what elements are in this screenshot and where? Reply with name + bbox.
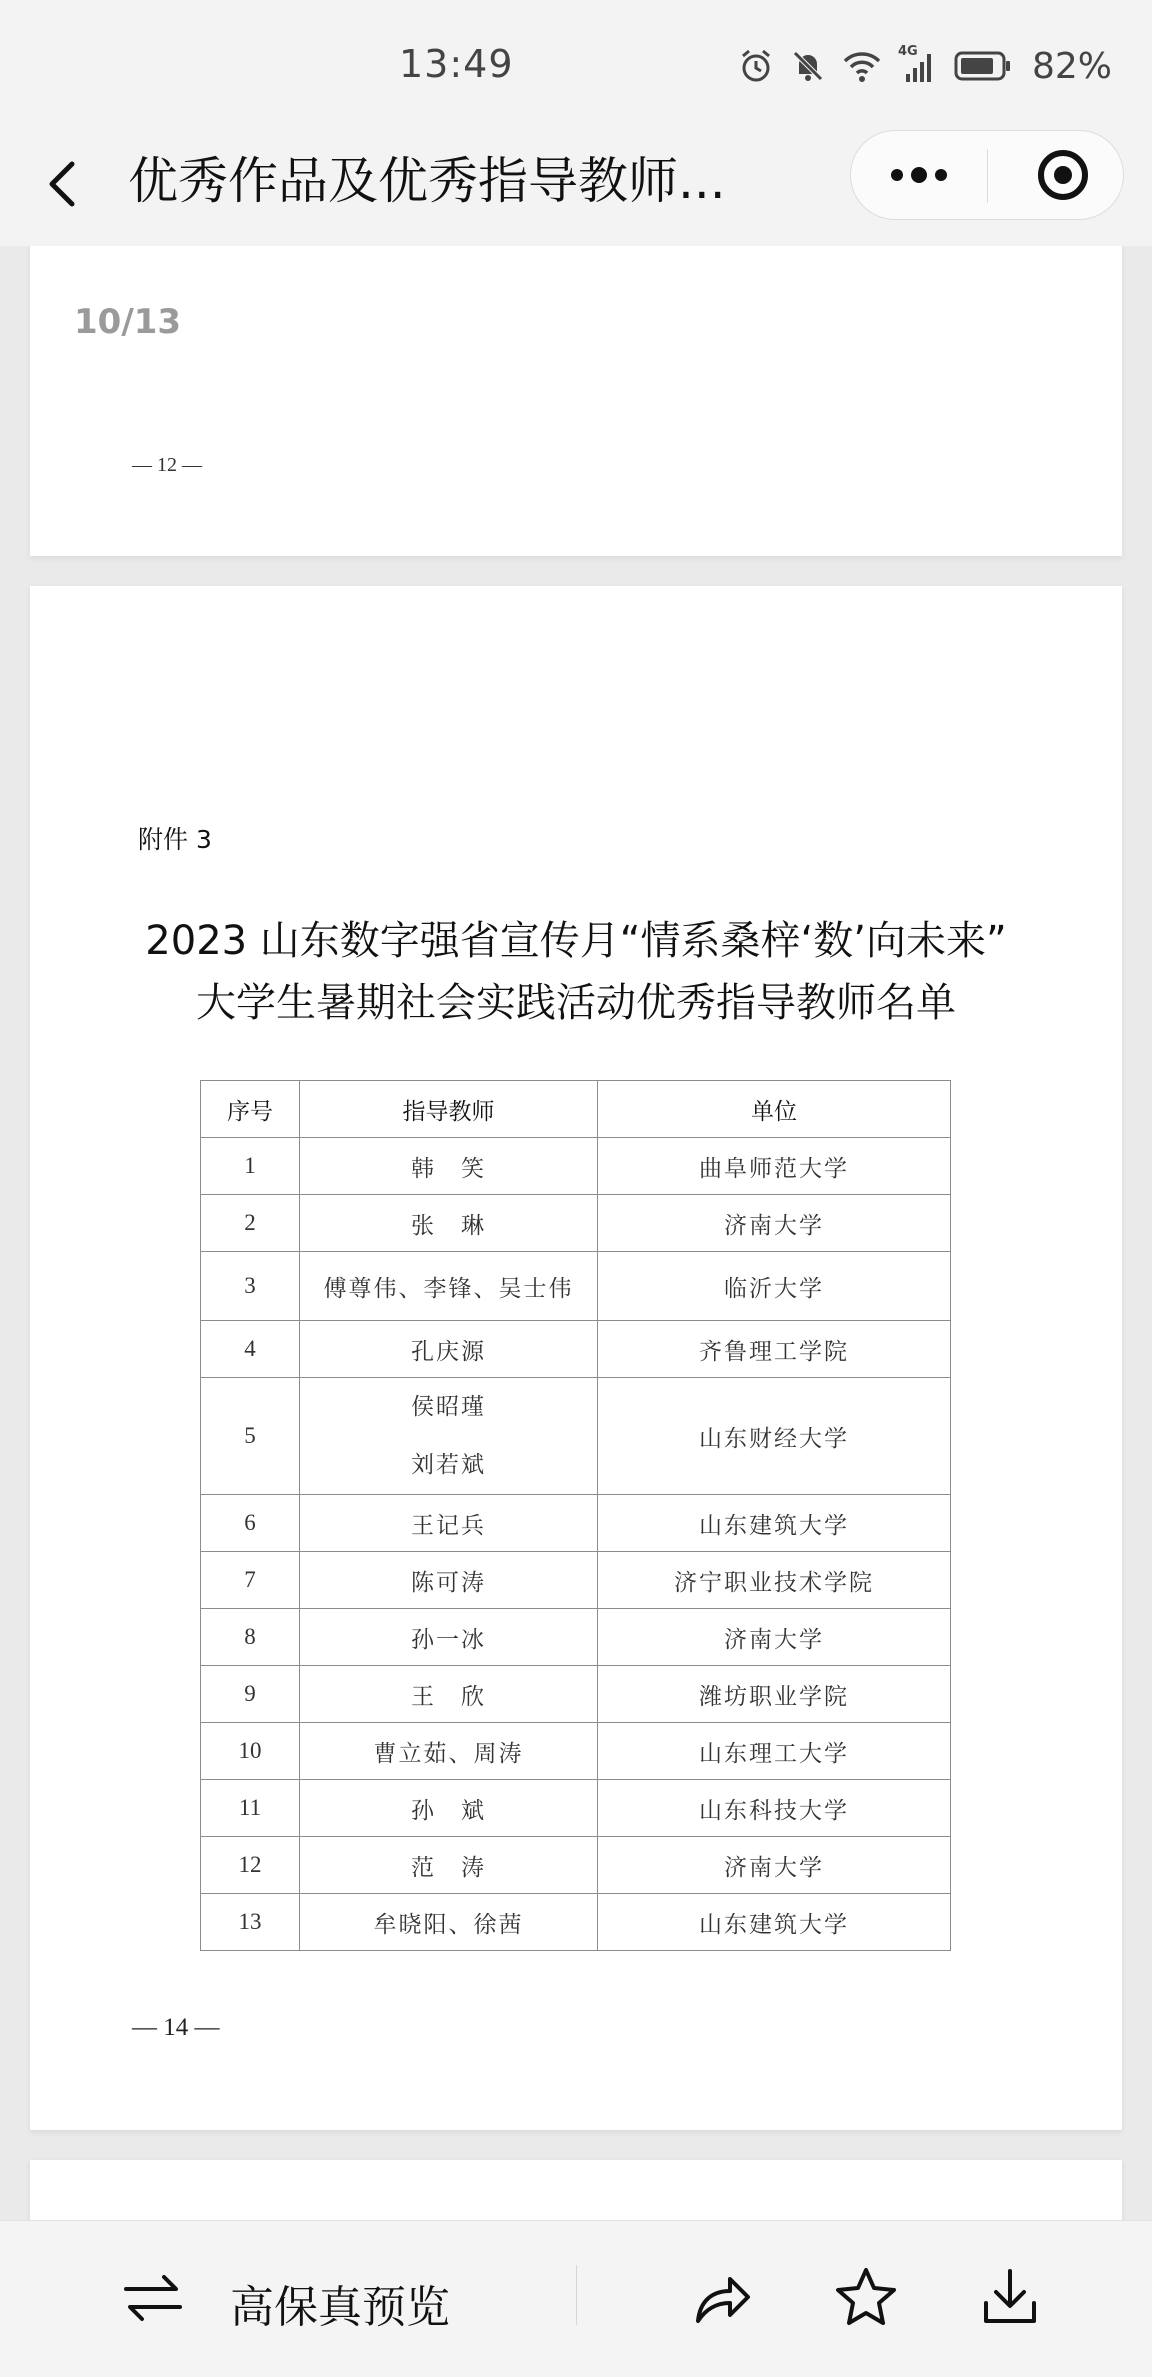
share-icon (690, 2314, 754, 2333)
unit-name: 临沂大学 (598, 1252, 951, 1321)
mini-program-capsule (850, 130, 1124, 220)
unit-name: 山东科技大学 (598, 1780, 951, 1837)
row-number: 1 (201, 1138, 300, 1195)
row-number: 13 (201, 1894, 300, 1951)
row-number: 6 (201, 1495, 300, 1552)
teacher-name: 牟晓阳、徐茜 (300, 1894, 598, 1951)
table-row (201, 1321, 951, 1378)
teacher-names-multi (300, 1378, 598, 1495)
battery-percent: 82% (1031, 45, 1112, 87)
nav-bar (0, 130, 1152, 246)
page-indicator: 10/13 (74, 302, 182, 342)
row-number: 3 (201, 1252, 300, 1321)
document-page-next (30, 2160, 1122, 2220)
unit-name: 山东建筑大学 (598, 1894, 951, 1951)
hd-preview-button[interactable]: 高保真预览 (230, 2282, 450, 2333)
teacher-name: 王记兵 (300, 1495, 598, 1552)
table-header-row (201, 1081, 951, 1138)
teacher-table (200, 1080, 951, 1951)
close-button[interactable] (989, 131, 1123, 219)
star-icon (834, 2314, 898, 2333)
document-page (30, 586, 1122, 2130)
unit-name: 济南大学 (598, 1609, 951, 1666)
table-row (201, 1837, 951, 1894)
document-viewer[interactable] (0, 246, 1152, 2220)
page-title: 优秀作品及优秀指导教师... (128, 152, 726, 210)
battery-icon (954, 50, 1012, 82)
table-header: 序号 (201, 1081, 300, 1138)
row-number: 9 (201, 1666, 300, 1723)
row-number: 7 (201, 1552, 300, 1609)
page-number-footer: — 14 — (132, 2014, 220, 2041)
teacher-name: 曹立茹、周涛 (300, 1723, 598, 1780)
wifi-icon (842, 48, 882, 84)
teacher-name: 刘若斌 (411, 1452, 486, 1477)
page-number-footer: — 12 — (132, 454, 202, 476)
unit-name: 济南大学 (598, 1195, 951, 1252)
download-icon (978, 2314, 1042, 2333)
row-number: 5 (201, 1378, 300, 1495)
more-button[interactable] (851, 131, 987, 219)
favorite-button[interactable] (834, 2265, 898, 2329)
row-number: 2 (201, 1195, 300, 1252)
table-row (201, 1195, 951, 1252)
status-time: 13:49 (399, 42, 514, 86)
teacher-name: 孙一冰 (300, 1609, 598, 1666)
table-row (201, 1378, 951, 1495)
more-dots-icon (851, 204, 987, 223)
unit-name: 山东理工大学 (598, 1723, 951, 1780)
teacher-name: 孔庆源 (300, 1321, 598, 1378)
table-header: 单位 (598, 1081, 951, 1138)
unit-name: 山东财经大学 (598, 1378, 951, 1495)
table-header: 指导教师 (300, 1081, 598, 1138)
teacher-name: 孙 斌 (300, 1780, 598, 1837)
table-row (201, 1894, 951, 1951)
row-number: 10 (201, 1723, 300, 1780)
teacher-name: 陈可涛 (300, 1552, 598, 1609)
teacher-name: 王 欣 (300, 1666, 598, 1723)
teacher-name: 韩 笑 (300, 1138, 598, 1195)
chevron-left-icon (38, 205, 88, 224)
toggle-view-button[interactable] (120, 2265, 186, 2331)
cellular-signal-icon (897, 44, 938, 84)
table-row (201, 1252, 951, 1321)
unit-name: 济宁职业技术学院 (598, 1552, 951, 1609)
toolbar-divider (576, 2265, 577, 2325)
table-row (201, 1780, 951, 1837)
document-title-line1: 2023 山东数字强省宣传月“情系桑梓‘数’向未来” (145, 918, 1007, 964)
table-row (201, 1609, 951, 1666)
network-type-label: 4G (897, 44, 918, 59)
table-row (201, 1552, 951, 1609)
swap-arrows-icon (120, 2316, 186, 2335)
document-page-prev (30, 246, 1122, 556)
share-button[interactable] (690, 2265, 754, 2329)
unit-name: 曲阜师范大学 (598, 1138, 951, 1195)
unit-name: 济南大学 (598, 1837, 951, 1894)
table-row (201, 1723, 951, 1780)
target-close-icon (989, 204, 1123, 223)
top-bar (0, 0, 1152, 246)
teacher-name: 范 涛 (300, 1837, 598, 1894)
table-row (201, 1138, 951, 1195)
table-row (201, 1495, 951, 1552)
unit-name: 潍坊职业学院 (598, 1666, 951, 1723)
unit-name: 山东建筑大学 (598, 1495, 951, 1552)
row-number: 12 (201, 1837, 300, 1894)
document-title-line2: 大学生暑期社会实践活动优秀指导教师名单 (196, 980, 956, 1026)
bottom-toolbar (0, 2220, 1152, 2377)
alarm-icon (738, 48, 774, 84)
attachment-label: 附件 3 (138, 825, 212, 854)
status-icons (738, 44, 1112, 88)
status-bar (0, 0, 1152, 130)
unit-name: 齐鲁理工学院 (598, 1321, 951, 1378)
table-row (201, 1666, 951, 1723)
row-number: 11 (201, 1780, 300, 1837)
row-number: 4 (201, 1321, 300, 1378)
teacher-name: 侯昭瑾 (411, 1394, 486, 1419)
mute-bell-icon (790, 48, 826, 84)
teacher-name: 傅尊伟、李锋、吴士伟 (300, 1252, 598, 1321)
row-number: 8 (201, 1609, 300, 1666)
download-button[interactable] (978, 2265, 1042, 2329)
capsule-divider (987, 149, 988, 203)
teacher-name: 张 琳 (300, 1195, 598, 1252)
back-button[interactable] (38, 148, 88, 220)
